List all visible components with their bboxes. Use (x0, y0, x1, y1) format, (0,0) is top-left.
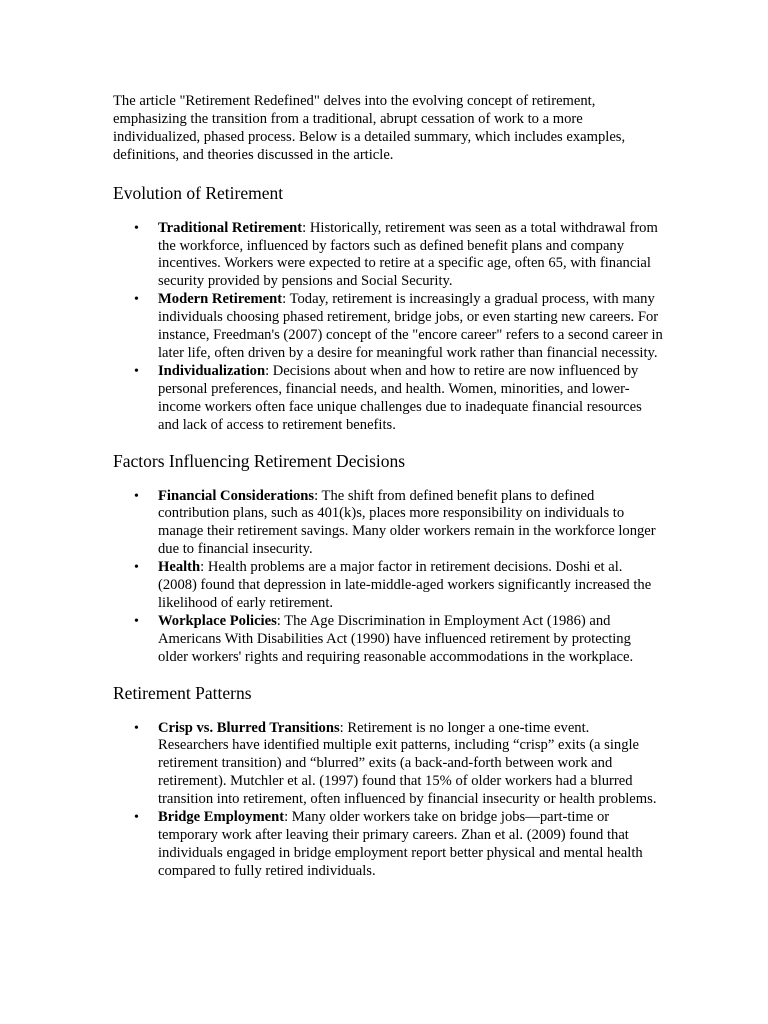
list-item-term: Traditional Retirement (158, 219, 303, 236)
list-item-text: : Historically, retirement was seen as a total withdrawal from the workforce, influenced by factors such as defined benefit plans and company incentives. Workers were expected to retire at a specific age, often 65, with financial security provided by pensions and Social Security. (158, 219, 658, 290)
list-item-text: : Decisions about when and how to retire are now influenced by personal preferences, financial needs, and health. Women, minorities, and lower-income workers often face unique challenges due to inadequate financial resources and lack of access to retirement benefits. (158, 362, 642, 433)
bullet-icon: • (134, 810, 139, 826)
factors-list (113, 488, 663, 667)
list-item-text: : Today, retirement is increasingly a gradual process, with many individuals choosing phased retirement, bridge jobs, or even starting new careers. For instance, Freedman's (2007) concept of the "encore career" refers to a second career in later life, often driven by a desire for meaningful work rather than financial necessity. (158, 291, 663, 361)
list-item-term: Bridge Employment (158, 809, 285, 826)
bullet-icon: • (134, 560, 139, 576)
section-heading-evolution: Evolution of Retirement (113, 182, 284, 203)
list-item-term: Crisp vs. Blurred Transitions (158, 719, 340, 736)
list-item (113, 363, 663, 435)
bullet-icon: • (134, 363, 139, 379)
list-item-term: Workplace Policies (158, 612, 277, 629)
list-item (113, 720, 663, 810)
bullet-icon: • (134, 220, 139, 236)
list-item-term: Health (158, 559, 201, 576)
patterns-list (113, 720, 663, 881)
section-heading-patterns: Retirement Patterns (113, 682, 252, 703)
list-item (113, 488, 663, 560)
document-page (113, 93, 663, 881)
list-item-term: Modern Retirement (158, 291, 283, 308)
section-heading-factors: Factors Influencing Retirement Decisions (113, 450, 406, 471)
list-item-text: : Retirement is no longer a one-time event. Researchers have identified multiple exit patterns, including “crisp” exits (a single retirement transition) and “blurred” exits (a back-and-forth between work and retirement). Mutchler et al. (1997) found that 15% of older workers had a blurred transition into retirement, often influenced by financial insecurity or health problems. (158, 719, 657, 808)
list-item-text: : The Age Discrimination in Employment Act (1986) and Americans With Disabilities Act (1990) have influenced retirement by protecting older workers' rights and requiring reasonable accommodations in the workplace. (158, 612, 634, 665)
list-item (113, 559, 663, 613)
bullet-icon: • (134, 292, 139, 308)
list-item-text: : Many older workers take on bridge jobs—part-time or temporary work after leaving their primary careers. Zhan et al. (2009) found that individuals engaged in bridge employment report better physical and mental health compared to fully retired individuals. (158, 809, 643, 879)
list-item (113, 291, 663, 363)
list-item (113, 809, 663, 881)
evolution-list (113, 220, 663, 435)
list-item-term: Individualization (158, 362, 266, 379)
bullet-icon: • (134, 720, 139, 736)
list-item-text: : The shift from defined benefit plans to defined contribution plans, such as 401(k)s, places more responsibility on individuals to manage their retirement savings. Many older workers remain in the workforce longer due to financial insecurity. (158, 487, 656, 558)
list-item-term: Financial Considerations (158, 487, 315, 504)
list-item-text: : Health problems are a major factor in retirement decisions. Doshi et al. (2008) found that depression in late-middle-aged workers significantly increased the likelihood of early retirement. (158, 559, 652, 611)
intro-paragraph: The article "Retirement Redefined" delves into the evolving concept of retirement, emphasizing the transition from a traditional, abrupt cessation of work to a more individualized, phased process. Below is a detailed summary, which includes examples, definitions, and theories discussed in the article. (113, 93, 626, 163)
bullet-icon: • (134, 488, 139, 504)
bullet-icon: • (134, 613, 139, 629)
list-item (113, 220, 663, 292)
list-item (113, 613, 663, 667)
